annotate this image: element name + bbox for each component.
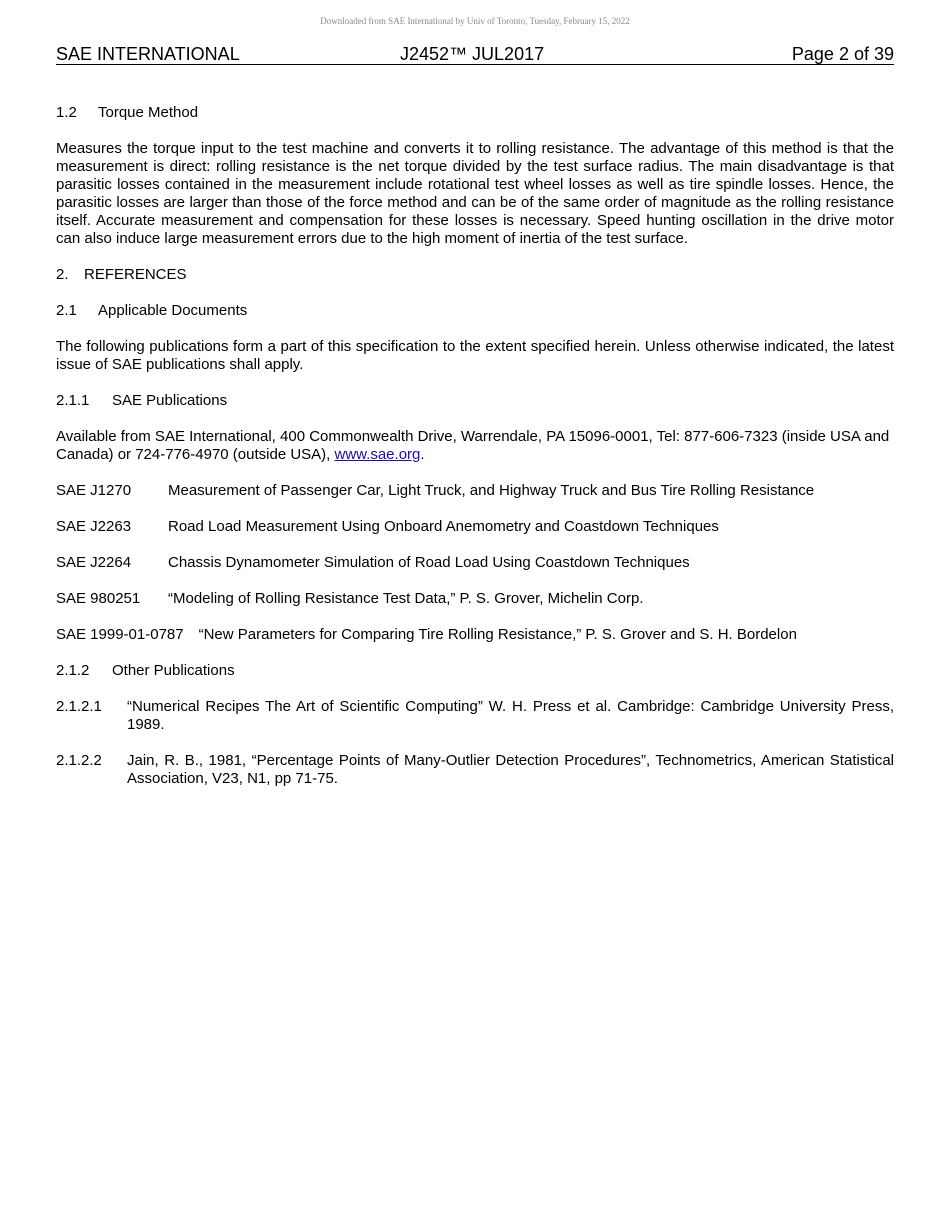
reference-row (56, 554, 894, 572)
section-number: 2.1 (56, 302, 77, 319)
item-number: 2.1.2.1 (56, 698, 102, 715)
section-title: SAE Publications (112, 392, 228, 409)
section-title: Torque Method (98, 104, 199, 121)
section-2-1-1-heading (56, 392, 894, 410)
other-publication-item (56, 698, 894, 734)
section-title: REFERENCES (84, 266, 187, 283)
header-page-number: Page 2 of 39 (791, 44, 894, 64)
page-header (56, 44, 894, 65)
section-1-2-body: Measures the torque input to the test machine and converts it to rolling resistance. The advantage of this method is that the measurement is direct: rolling resistance is the net torque divided by the test surface radius. The main disadvantage is that parasitic losses contained in the measurement include rotational test wheel losses as well as tire spindle losses. Hence, the parasitic losses are larger than those of the force method and can be of the same order of magnitude as the rolling resistance itself. Accurate measurement and compensation for these losses is necessary. Speed hunting oscillation in the drive motor can also induce large measurement errors due to the high moment of inertia of the test surface. (56, 140, 894, 247)
reference-code: SAE J2264 (56, 554, 132, 571)
availability-text: Available from SAE International, 400 Commonwealth Drive, Warrendale, PA 15096-0001, Tel: 877-606-7323 (inside USA and Canada) or 724-776-4970 (outside USA), (56, 428, 890, 463)
item-number: 2.1.2.2 (56, 752, 102, 769)
reference-row (56, 590, 894, 608)
reference-code: SAE 1999-01-0787 (56, 626, 184, 643)
section-title: Applicable Documents (98, 302, 248, 319)
sae-website-link[interactable]: www.sae.org (334, 446, 421, 463)
reference-code: SAE J1270 (56, 482, 132, 499)
section-2-1-body: The following publications form a part of this specification to the extent specified herein. Unless otherwise indicated, the latest issue of SAE publications shall apply. (56, 338, 894, 373)
reference-title: Measurement of Passenger Car, Light Truck, and Highway Truck and Bus Tire Rolling Resistance (168, 482, 815, 499)
section-number: 1.2 (56, 104, 77, 121)
document-body (56, 104, 894, 788)
item-text: “Numerical Recipes The Art of Scientific Computing” W. H. Press et al. Cambridge: Cambridge University Press, 1989. (127, 698, 894, 733)
reference-code: SAE J2263 (56, 518, 132, 535)
download-watermark: Downloaded from SAE International by Univ of Toronto, Tuesday, February 15, 2022 (320, 16, 630, 26)
reference-title: Road Load Measurement Using Onboard Anemometry and Coastdown Techniques (168, 518, 719, 535)
section-2-1-1-body (56, 428, 894, 464)
section-2-1-heading (56, 302, 894, 320)
reference-row (56, 482, 894, 500)
section-number: 2.1.2 (56, 662, 90, 679)
section-number: 2.1.1 (56, 392, 90, 409)
section-1-2-heading (56, 104, 894, 122)
header-org: SAE INTERNATIONAL (56, 44, 240, 64)
other-publication-item (56, 752, 894, 788)
section-number: 2. (56, 266, 69, 283)
reference-title: Chassis Dynamometer Simulation of Road Load Using Coastdown Techniques (168, 554, 690, 571)
header-doc-id: J2452™ JUL2017 (400, 44, 545, 64)
section-2-1-2-heading (56, 662, 894, 680)
section-title: Other Publications (112, 662, 235, 679)
reference-title: “Modeling of Rolling Resistance Test Data,” P. S. Grover, Michelin Corp. (168, 590, 644, 607)
reference-row (56, 518, 894, 536)
section-2-heading (56, 266, 894, 284)
reference-row (56, 626, 894, 644)
reference-code: SAE 980251 (56, 590, 141, 607)
reference-title: “New Parameters for Comparing Tire Rolling Resistance,” P. S. Grover and S. H. Bordelon (198, 626, 797, 643)
item-text: Jain, R. B., 1981, “Percentage Points of Many-Outlier Detection Procedures”, Technometrics, American Statistical Association, V23, N1, pp 71-75. (127, 752, 894, 787)
availability-suffix: . (420, 446, 425, 463)
